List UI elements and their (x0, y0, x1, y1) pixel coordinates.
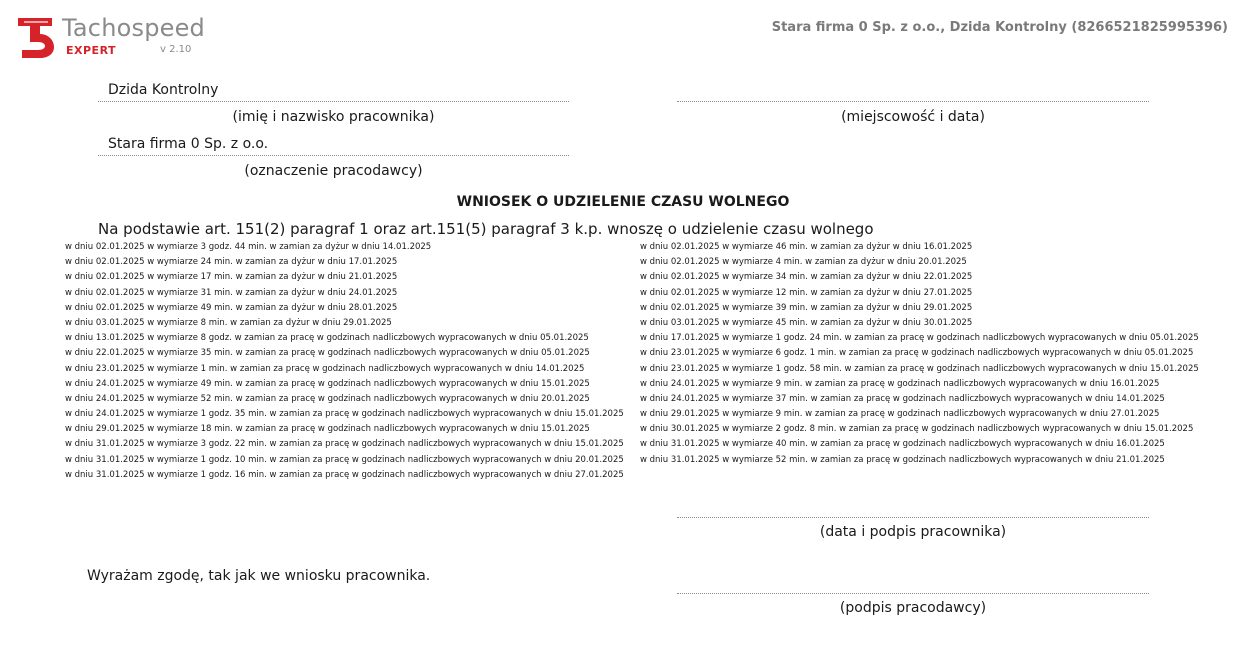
request-entry: w dniu 03.01.2025 w wymiarze 8 min. w zamian za dyżur w dniu 29.01.2025 (65, 317, 392, 328)
request-entry: w dniu 02.01.2025 w wymiarze 17 min. w zamian za dyżur w dniu 21.01.2025 (65, 272, 398, 283)
app-version: v 2.10 (160, 44, 192, 55)
request-entry: w dniu 30.01.2025 w wymiarze 2 godz. 8 min. w zamian za pracę w godzinach nadliczbowych wypracowanych w dniu 15.01.2025 (640, 424, 1194, 435)
request-entry: w dniu 03.01.2025 w wymiarze 45 min. w zamian za dyżur w dniu 30.01.2025 (640, 317, 973, 328)
place-date-caption: (miejscowość i data) (841, 109, 985, 125)
request-entry: w dniu 02.01.2025 w wymiarze 4 min. w zamian za dyżur w dniu 20.01.2025 (640, 257, 967, 268)
employer-name-line (98, 155, 569, 156)
employer-signature-line (677, 593, 1149, 594)
request-entry: w dniu 24.01.2025 w wymiarze 1 godz. 35 min. w zamian za pracę w godzinach nadliczbowych wypracowanych w dniu 15.01.2025 (65, 409, 624, 420)
request-intro: Na podstawie art. 151(2) paragraf 1 oraz art.151(5) paragraf 3 k.p. wnoszę o udzielenie czasu wolnego (98, 220, 874, 238)
document-title: WNIOSEK O UDZIELENIE CZASU WOLNEGO (456, 194, 790, 210)
request-entry: w dniu 02.01.2025 w wymiarze 3 godz. 44 min. w zamian za dyżur w dniu 14.01.2025 (65, 242, 432, 252)
request-entry: w dniu 24.01.2025 w wymiarze 37 min. w zamian za pracę w godzinach nadliczbowych wypracowanych w dniu 14.01.2025 (640, 393, 1165, 404)
request-entry: w dniu 02.01.2025 w wymiarze 31 min. w zamian za dyżur w dniu 24.01.2025 (65, 287, 398, 298)
request-entry: w dniu 31.01.2025 w wymiarze 1 godz. 16 min. w zamian za pracę w godzinach nadliczbowych wypracowanych w dniu 27.01.2025 (65, 469, 624, 480)
request-entry: w dniu 31.01.2025 w wymiarze 52 min. w zamian za pracę w godzinach nadliczbowych wypracowanych w dniu 21.01.2025 (640, 454, 1165, 465)
employer-caption: (oznaczenie pracodawcy) (244, 163, 423, 179)
tachospeed-logo-icon (14, 12, 58, 60)
request-entry: w dniu 23.01.2025 w wymiarze 1 min. w zamian za pracę w godzinach nadliczbowych wypracowanych w dniu 14.01.2025 (65, 363, 585, 374)
employee-signature-caption: (data i podpis pracownika) (819, 524, 1007, 540)
request-entry: w dniu 29.01.2025 w wymiarze 18 min. w zamian za pracę w godzinach nadliczbowych wypracowanych w dniu 15.01.2025 (65, 424, 590, 435)
company-header: Stara firma 0 Sp. z o.o., Dzida Kontrolny (8266521825995396) (771, 20, 1228, 35)
request-entry: w dniu 23.01.2025 w wymiarze 6 godz. 1 min. w zamian za pracę w godzinach nadliczbowych wypracowanych w dniu 05.01.2025 (640, 348, 1194, 359)
request-entry: w dniu 24.01.2025 w wymiarze 49 min. w zamian za pracę w godzinach nadliczbowych wypracowanych w dniu 15.01.2025 (65, 378, 590, 389)
request-entry: w dniu 29.01.2025 w wymiarze 9 min. w zamian za pracę w godzinach nadliczbowych wypracowanych w dniu 27.01.2025 (640, 409, 1160, 420)
request-entry: w dniu 31.01.2025 w wymiarze 3 godz. 22 min. w zamian za pracę w godzinach nadliczbowych wypracowanych w dniu 15.01.2025 (65, 439, 624, 450)
logo-subtitle: EXPERT (66, 44, 117, 57)
entries-left-list (65, 240, 635, 483)
request-entry: w dniu 31.01.2025 w wymiarze 40 min. w zamian za pracę w godzinach nadliczbowych wypracowanych w dniu 16.01.2025 (640, 439, 1165, 450)
request-entry: w dniu 24.01.2025 w wymiarze 52 min. w zamian za pracę w godzinach nadliczbowych wypracowanych w dniu 20.01.2025 (65, 393, 590, 404)
employer-consent-text: Wyrażam zgodę, tak jak we wniosku pracownika. (87, 568, 431, 584)
request-entry: w dniu 02.01.2025 w wymiarze 34 min. w zamian za dyżur w dniu 22.01.2025 (640, 272, 973, 283)
request-entry: w dniu 17.01.2025 w wymiarze 1 godz. 24 min. w zamian za pracę w godzinach nadliczbowych wypracowanych w dniu 05.01.2025 (640, 333, 1199, 344)
logo-title: Tachospeed (62, 14, 205, 42)
employee-name-caption: (imię i nazwisko pracownika) (232, 109, 435, 125)
request-entry: w dniu 02.01.2025 w wymiarze 39 min. w zamian za dyżur w dniu 29.01.2025 (640, 302, 973, 313)
request-entry: w dniu 23.01.2025 w wymiarze 1 godz. 58 min. w zamian za pracę w godzinach nadliczbowych wypracowanych w dniu 15.01.2025 (640, 363, 1199, 374)
request-entry: w dniu 02.01.2025 w wymiarze 46 min. w zamian za dyżur w dniu 16.01.2025 (640, 242, 973, 252)
request-entry: w dniu 31.01.2025 w wymiarze 1 godz. 10 min. w zamian za pracę w godzinach nadliczbowych wypracowanych w dniu 20.01.2025 (65, 454, 624, 465)
employee-signature-line (677, 517, 1149, 518)
request-entry: w dniu 02.01.2025 w wymiarze 49 min. w zamian za dyżur w dniu 28.01.2025 (65, 302, 398, 313)
place-date-line (677, 101, 1149, 102)
entries-right-list (640, 240, 1200, 468)
employer-name: Stara firma 0 Sp. z o.o. (108, 136, 269, 152)
request-entry: w dniu 22.01.2025 w wymiarze 35 min. w zamian za pracę w godzinach nadliczbowych wypracowanych w dniu 05.01.2025 (65, 348, 590, 359)
request-entry: w dniu 02.01.2025 w wymiarze 12 min. w zamian za dyżur w dniu 27.01.2025 (640, 287, 973, 298)
request-entry: w dniu 02.01.2025 w wymiarze 24 min. w zamian za dyżur w dniu 17.01.2025 (65, 257, 398, 268)
employee-name: Dzida Kontrolny (108, 82, 219, 98)
employer-signature-caption: (podpis pracodawcy) (839, 600, 987, 616)
request-entry: w dniu 24.01.2025 w wymiarze 9 min. w zamian za pracę w godzinach nadliczbowych wypracowanych w dniu 16.01.2025 (640, 378, 1160, 389)
employee-name-line (98, 101, 569, 102)
request-entry: w dniu 13.01.2025 w wymiarze 8 godz. w zamian za pracę w godzinach nadliczbowych wypracowanych w dniu 05.01.2025 (65, 333, 589, 344)
